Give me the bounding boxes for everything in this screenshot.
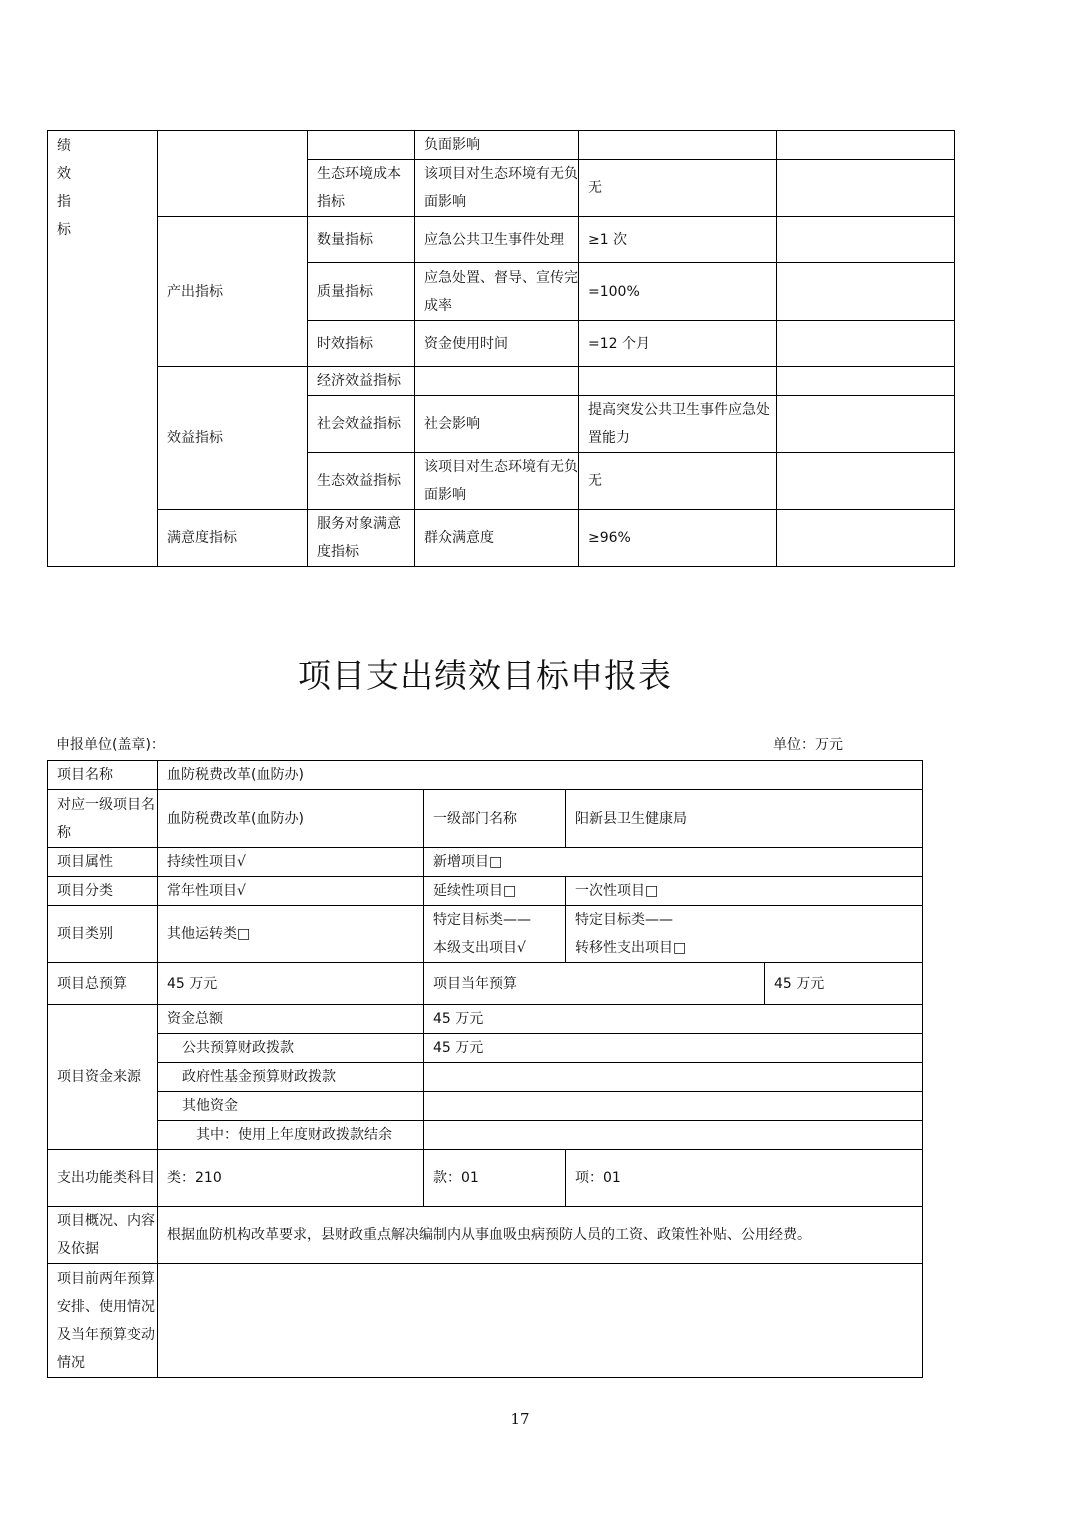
type-other-operation: 其他运转类□ <box>158 906 424 963</box>
form-title: 项目支出绩效目标申报表 <box>298 656 672 695</box>
class-one-time: 一次性项目□ <box>566 877 923 906</box>
project-info-table <box>47 760 923 1378</box>
attribute-new: 新增项目□ <box>424 848 923 877</box>
indicator-content <box>415 367 579 396</box>
function-category-label: 支出功能类科目 <box>48 1150 158 1207</box>
fund-source-label: 项目资金来源 <box>48 1005 158 1150</box>
indicator-note <box>777 263 955 321</box>
total-budget-value: 45 万元 <box>158 963 424 1005</box>
indicator-value: ≥96% <box>579 510 777 567</box>
fund-source-item: 公共预算财政拨款 <box>158 1034 424 1063</box>
primary-project-value: 血防税费改革(血防办) <box>158 790 424 848</box>
satisfaction-indicator-label: 满意度指标 <box>158 510 308 567</box>
department-label: 一级部门名称 <box>424 790 566 848</box>
current-budget-label: 项目当年预算 <box>424 963 765 1005</box>
indicator-note <box>777 160 955 217</box>
indicator-value: 无 <box>579 160 777 217</box>
indicator-note <box>777 131 955 160</box>
class-continuing: 延续性项目□ <box>424 877 566 906</box>
sub-indicator: 质量指标 <box>308 263 415 321</box>
indicator-value <box>579 131 777 160</box>
indicator-content: 资金使用时间 <box>415 321 579 367</box>
indicator-content: 应急处置、督导、宣传完成率 <box>415 263 579 321</box>
indicator-content: 该项目对生态环境有无负面影响 <box>415 453 579 510</box>
performance-indicator-label: 绩 效 指 标 <box>48 131 158 567</box>
project-attribute-label: 项目属性 <box>48 848 158 877</box>
fund-source-value: 45 万元 <box>424 1005 923 1034</box>
fund-source-value <box>424 1063 923 1092</box>
type-specific-transfer-line2: 转移性支出项目□ <box>575 940 687 956</box>
indicator-value: =12 个月 <box>579 321 777 367</box>
indicator-value: =100% <box>579 263 777 321</box>
indicator-content: 负面影响 <box>415 131 579 160</box>
table-top-border <box>47 130 954 131</box>
fund-source-value: 45 万元 <box>424 1034 923 1063</box>
sub-indicator: 数量指标 <box>308 217 415 263</box>
indicator-note <box>777 453 955 510</box>
performance-indicator-table <box>47 130 955 567</box>
sub-indicator: 社会效益指标 <box>308 396 415 453</box>
department-value: 阳新县卫生健康局 <box>566 790 923 848</box>
sub-indicator: 生态效益指标 <box>308 453 415 510</box>
class-regular: 常年性项目√ <box>158 877 424 906</box>
indicator-value: ≥1 次 <box>579 217 777 263</box>
fund-source-item: 资金总额 <box>158 1005 424 1034</box>
indicator-content: 该项目对生态环境有无负面影响 <box>415 160 579 217</box>
indicator-content: 应急公共卫生事件处理 <box>415 217 579 263</box>
fund-source-value <box>424 1092 923 1121</box>
history-value <box>158 1264 923 1378</box>
sub-indicator: 经济效益指标 <box>308 367 415 396</box>
type-specific-local <box>424 906 566 963</box>
fund-source-value <box>424 1121 923 1150</box>
function-kuan: 款：01 <box>424 1150 566 1207</box>
type-specific-local-line2: 本级支出项目√ <box>433 940 526 956</box>
primary-project-label: 对应一级项目名称 <box>48 790 158 848</box>
current-budget-value: 45 万元 <box>765 963 923 1005</box>
attribute-ongoing: 持续性项目√ <box>158 848 424 877</box>
type-specific-local-line1: 特定目标类—— <box>433 912 531 928</box>
sub-indicator <box>308 131 415 160</box>
indicator-note <box>777 367 955 396</box>
indicator-note <box>777 321 955 367</box>
sub-indicator: 服务对象满意度指标 <box>308 510 415 567</box>
project-name-value: 血防税费改革(血防办) <box>158 761 923 790</box>
currency-unit-label: 单位：万元 <box>773 737 843 753</box>
history-label: 项目前两年预算安排、使用情况及当年预算变动情况 <box>48 1264 158 1378</box>
overview-value: 根据血防机构改革要求，县财政重点解决编制内从事血吸虫病预防人员的工资、政策性补贴、公用经费。 <box>158 1207 923 1264</box>
function-lei: 类：210 <box>158 1150 424 1207</box>
fund-source-item: 政府性基金预算财政拨款 <box>158 1063 424 1092</box>
page-number: 17 <box>510 1410 530 1428</box>
sub-indicator: 生态环境成本指标 <box>308 160 415 217</box>
project-type-label: 项目类别 <box>48 906 158 963</box>
indicator-note <box>777 510 955 567</box>
overview-label: 项目概况、内容及依据 <box>48 1207 158 1264</box>
fund-source-item: 其中：使用上年度财政拨款结余 <box>158 1121 424 1150</box>
type-specific-transfer <box>566 906 923 963</box>
total-budget-label: 项目总预算 <box>48 963 158 1005</box>
output-indicator-label: 产出指标 <box>158 217 308 367</box>
indicator-note <box>777 396 955 453</box>
indicator-content: 社会影响 <box>415 396 579 453</box>
indicator-value: 提高突发公共卫生事件应急处置能力 <box>579 396 777 453</box>
indicator-value <box>579 367 777 396</box>
type-specific-transfer-line1: 特定目标类—— <box>575 912 673 928</box>
reporting-unit-label: 申报单位(盖章)： <box>56 737 165 753</box>
table-bottom-border <box>47 566 954 567</box>
fund-source-item: 其他资金 <box>158 1092 424 1121</box>
sub-indicator: 时效指标 <box>308 321 415 367</box>
benefit-indicator-label: 效益指标 <box>158 367 308 510</box>
indicator-note <box>777 217 955 263</box>
function-xiang: 项：01 <box>566 1150 923 1207</box>
project-name-label: 项目名称 <box>48 761 158 790</box>
category-cell <box>158 131 308 217</box>
indicator-content: 群众满意度 <box>415 510 579 567</box>
indicator-value: 无 <box>579 453 777 510</box>
project-class-label: 项目分类 <box>48 877 158 906</box>
